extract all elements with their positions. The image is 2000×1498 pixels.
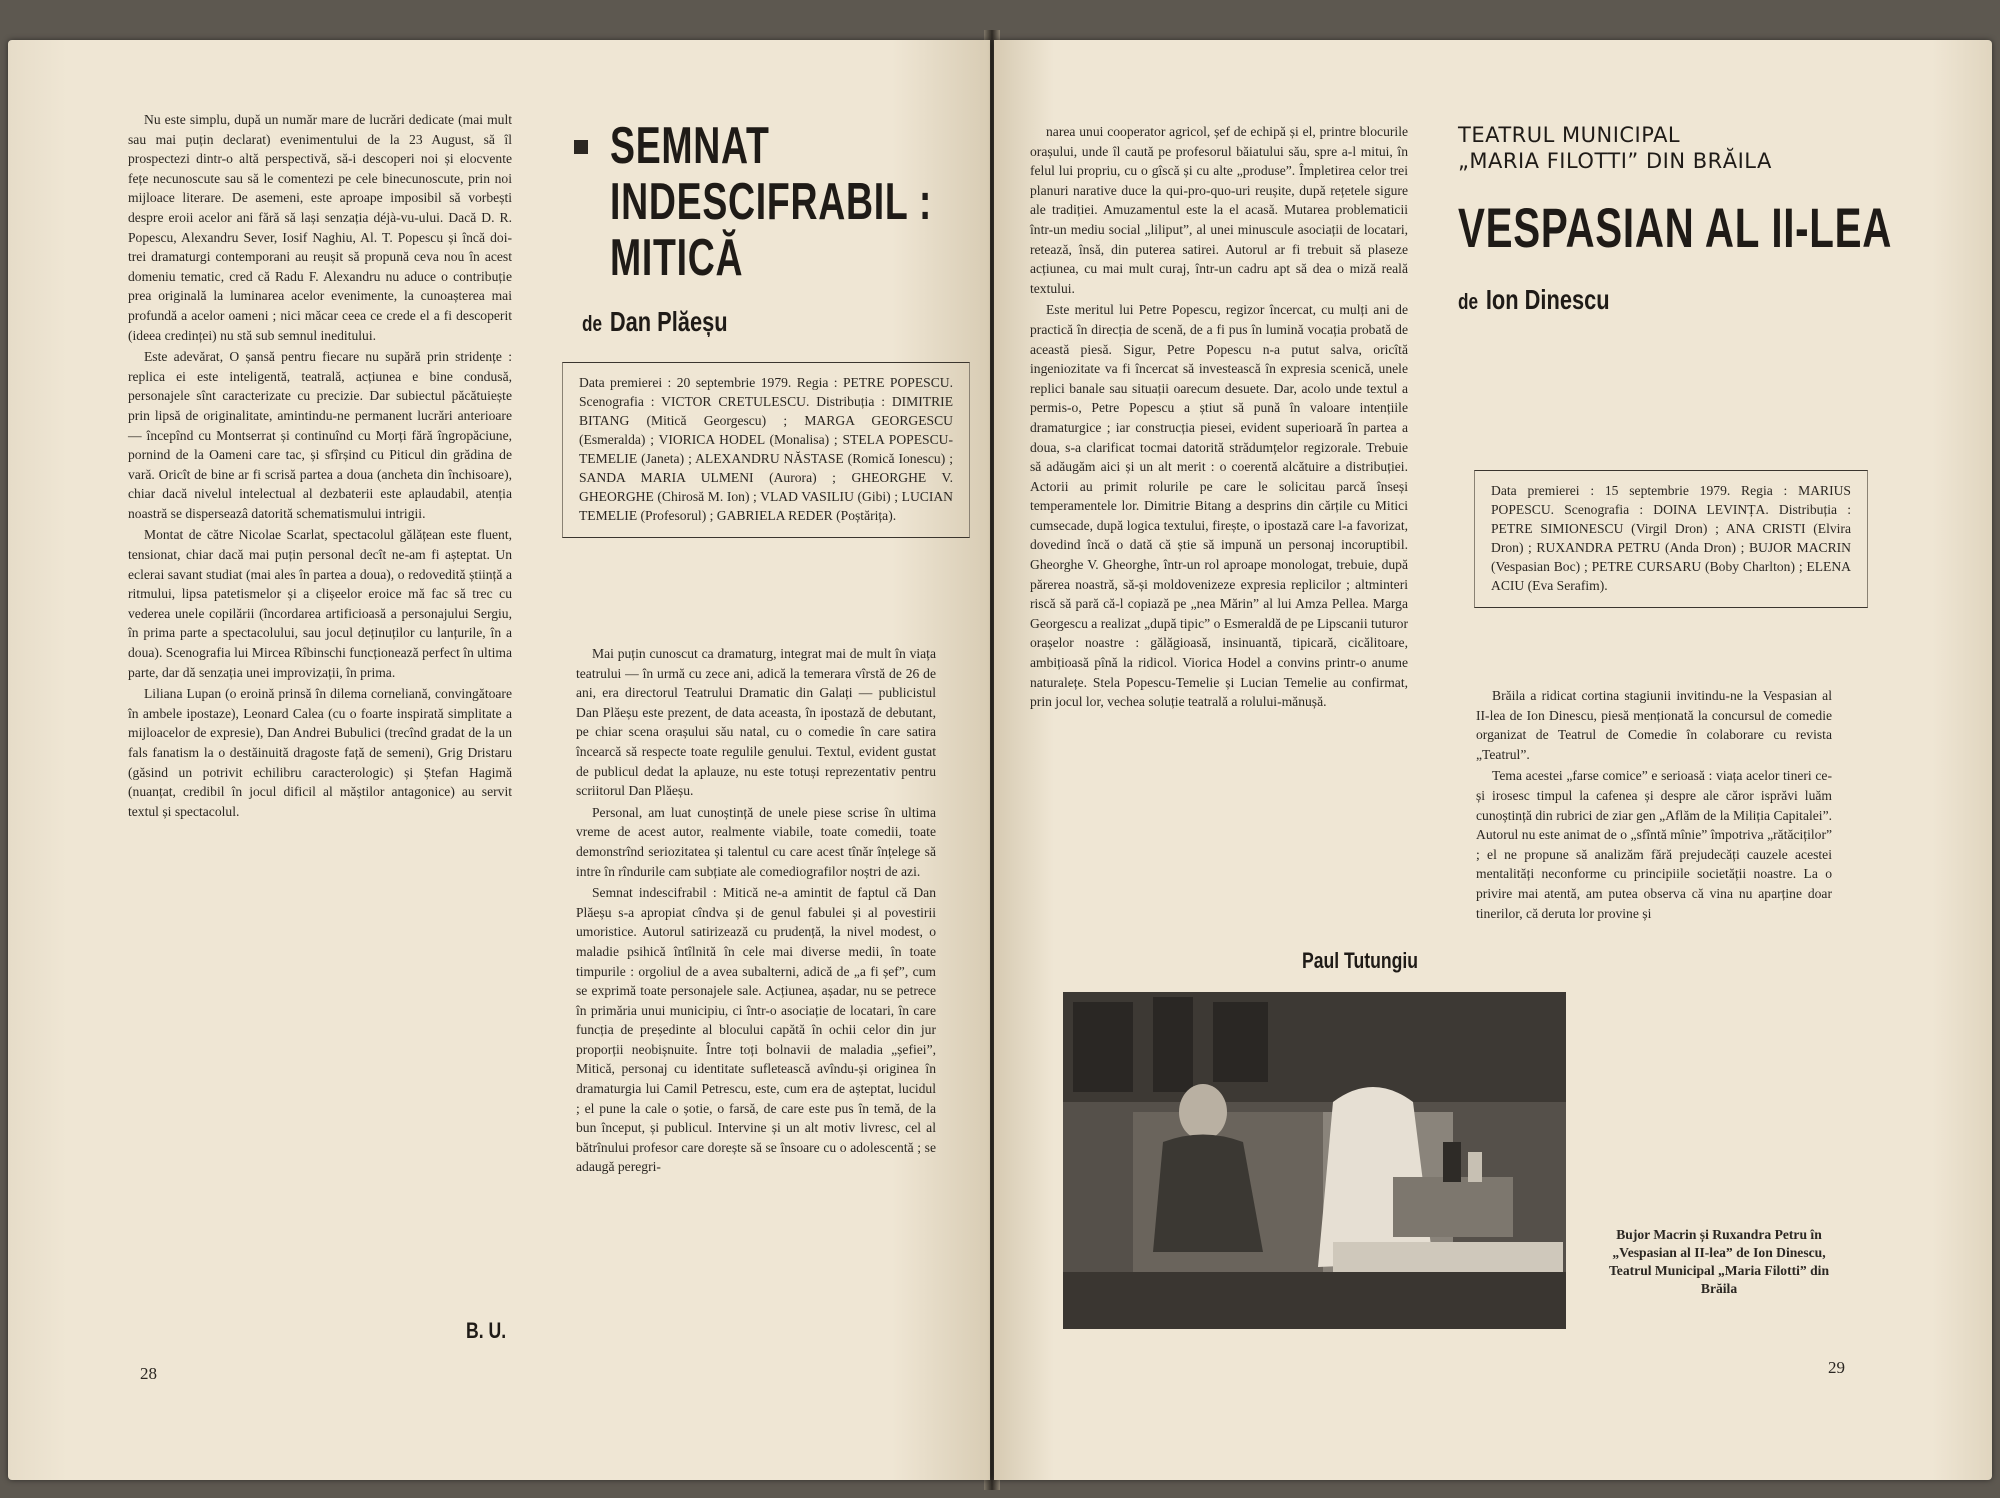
- theatre-heading-line: „MARIA FILOTTI” DIN BRĂILA: [1458, 149, 1772, 173]
- signature-initials: B. U.: [466, 1318, 507, 1343]
- paragraph: Liliana Lupan (o eroină prinsă în dilema corneliană, convingătoare în ambele ipostaze), Leonard Calea (cu o foarte inspirată simplitate a mijloacelor de expresie), Dan Andrei Bubulici (trecînd gradat de la un fals fanatism la o destăinuită dragoste față de semeni), Grig Dristaru (găsind un potrivit echilibru caracterologic) și Ștefan Hagimă (nuanțat, credibil în jocul dificil al măștilor antagonice) au servit textul și spectacolul.: [128, 686, 512, 819]
- page-number-left: 28: [140, 1364, 157, 1383]
- author-prefix: de: [582, 311, 603, 336]
- article-title: VESPASIAN AL II-LEA: [1458, 196, 1893, 259]
- page-number-right: 29: [1828, 1358, 1845, 1377]
- paragraph: Montat de către Nicolae Scarlat, spectacolul gălățean este fluent, tensionat, chiar dacă mai puțin personal decît ne-am fi așteptat. Un eclerai savant studiat (mai ales în partea a doua), o redovedită știință a ritmului, lipsa patetismelor și a clișeelor eroice mă fac să trec cu vederea unele copilării (încordarea artificioasă a personajului Sergiu, în prima parte a spectacolului, sau jocul deținuților cu lanțurile, în a doua). Scenografia lui Mircea Rîbinschi funcționează perfect în ultima parte, dar dă senzația unei improvizații, în prima.: [128, 527, 512, 680]
- paragraph: Personal, am luat cunoștință de unele piese scrise în ultima vreme de acest autor, realmente viabile, toate comedii, toate demonstrînd seriozitatea și talentul cu care acest tînăr înțelege să intre în rîndurile cam subțiate ale comediografilor noștri de azi.: [576, 804, 936, 879]
- article-author: [582, 306, 728, 338]
- paragraph: Semnat indescifrabil : Mitică ne-a amintit de faptul că Dan Plăeșu s-a apropiat cîndva și de genul fabulei și al povestirii umoristice. Autorul satirizează cu prudență, la nivel modest, o maladie psihică întîlnită în cele mai diverse medii, în toate timpurile : orgoliul de a avea subalterni, adică de „a fi șef”, cum se exprimă toate personajele sale. Acțiunea, așadar, nu se petrece în primăria unui municipiu, ci într-o asociație de locatari, în care funcția de președinte al blocului capătă în ochii celor din jur proporții neobișnuite. Între toți bolnavii de maladia „șefiei”, Mitică, personaj cu identitate sufletească avîndu-și originea în dramaturgia lui Camil Petrescu, este, cum era de așteptat, lucidul ; el pune la cale o șotie, o farsă, de care este pus în temă, de la bun început, și publicul. Intervine și un alt motiv livresc, cel al bătrînului profesor care dorește să se însoare cu o adolescentă ; se adaugă peregri-: [576, 885, 936, 1175]
- author-prefix: de: [1458, 289, 1479, 314]
- paragraph: Brăila a ridicat cortina stagiunii invitindu-ne la Vespasian al II-lea de Ion Dinescu, piesă menționată la concursul de comedie organizat de Teatrul de Comedie în colaborare cu revista „Teatrul”.: [1476, 688, 1832, 762]
- credits-text: Data premierei : 20 septembrie 1979. Regia : PETRE POPESCU. Scenografia : VICTOR CRETULESCU. Distribuția : DIMITRIE BITANG (Mitică Georgescu) ; MARGA GEORGESCU (Esmeralda) ; VIORICA HODEL (Monalisa) ; STELA POPESCU-TEMELIE (Janeta) ; ALEXANDRU NĂSTASE (Romică Ionescu) ; SANDA MARIA ULMENI (Aurora) ; GHEORGHE V. GHEORGHE (Chirosă M. Ion) ; VLAD VASILIU (Gibi) ; LUCIAN TEMELIE (Profesorul) ; GABRIELA REDER (Poștărița).: [579, 375, 953, 523]
- article-author: [1458, 284, 1610, 316]
- right-article-column-2: [1476, 686, 1832, 923]
- paragraph: Mai puțin cunoscut ca dramaturg, integrat mai de mult în viața teatrului — în urmă cu zece ani, adică la temerara vîrstă de 26 de ani, era directorul Teatrului Dramatic din Galați — publicistul Dan Plăeșu este prezent, de data aceasta, în ipostază de debutant, pe chiar scena orașului său natal, cu o comedie în care satira încearcă să respecte toate regulile genului. Textul, evident gustat de publicul dedat la aplauze, nu este totuși reprezentativ pentru scriitorul Dan Plăeșu.: [576, 646, 936, 799]
- production-photo: [1063, 992, 1566, 1329]
- article-title-line: INDESCIFRABIL :: [610, 173, 933, 231]
- article-title-line: MITICĂ: [610, 229, 744, 287]
- bullet-square-icon: [574, 140, 588, 154]
- theatre-heading-line: TEATRUL MUNICIPAL: [1458, 123, 1681, 147]
- production-photo-image: [1063, 992, 1566, 1329]
- right-article-column-1: [1030, 122, 1408, 712]
- author-name: Dan Plăeșu: [609, 306, 728, 337]
- paragraph: Nu este simplu, după un număr mare de lucrări dedicate (mai mult sau mai puțin declarat) evenimentului de la 23 August, să îl prospectezi dintr-o altă perspectivă, să-i descoperi noi și elocvente fețe necunoscute sau să le comentezi pe cele binecunoscute, prin noi mijloace literare. De asemeni, este aproape imposibil să vorbești despre eroii acelor ani fără să lași senzația déjà-vu-ului. Dacă D. R. Popescu, Alexandru Sever, Iosif Naghiu, Al. T. Popescu și încă doi-trei dramaturgi contemporani au reușit să propună ceva nou în acest domeniu tematic, cred că Radu F. Alexandru nu aduce o contribuție prea originală la luminarea acelor evenimente, la cunoașterea mai profundă a acelor oameni ; nici măcar ceea ce crede el a fi descoperit (ideea credinței) nu stă sub semnul ineditului.: [128, 112, 512, 343]
- photo-caption: Bujor Macrin și Ruxandra Petru în „Vespasian al II-lea” de Ion Dinescu, Teatrul Municipal „Maria Filotti” din Brăila: [1608, 1227, 1830, 1296]
- article-signature: Paul Tutungiu: [1302, 948, 1419, 973]
- author-name: Ion Dinescu: [1485, 284, 1610, 315]
- paragraph: Este meritul lui Petre Popescu, regizor încercat, cu mulți ani de practică în direcția de scenă, de a fi pus în lumină vocația probată de această piesă. Sigur, Petre Popescu n-a putut salva, oricîtă ingeniozitate va fi încercat să investească în expresia scenică, unele replici banale sau situații oarecum desuete. Dar, acolo unde textul a permis-o, Petre Popescu a știut să pună în valoare intențiile dramaturgice ; iar construcția piesei, evident superioară în partea a doua, s-a clarificat tocmai datorită strădumțelor regizorale. Trebuie să adăugăm aici și un alt merit : o coerentă alcătuire a distribuției. Actorii au primit rolurile pe care le solicitau parcă înseși temperamentele lor. Dimitrie Bitang a desprins din cărțile cu Mitici cumsecade, după logica textului, firește, o ipostază care l-a favorizat, dovedind încă o dată că știe să impună un personaj incoruptibil. Gheorghe V. Gheorghe, într-un rol aproape monologat, trebuie, după părerea noastră, să-și moldovenizeze expresia replicilor ; altminteri riscă să pară că-l copiază pe „nea Mărin” al lui Amza Pellea. Marga Georgescu a realizat „după tipic” o Esmeraldă de pe Lipscanii tuturor orașelor noastre : gălăgioasă, insinuantă, tipicară, cicălitoare, ambițioasă pînă la ridicol. Viorica Hodel a convins printr-o anume naturalețe. Stela Popescu-Temelie și Lucian Temelie au confirmat, prin jocul lor, vechea soluție teatrală a rolului-mănușă.: [1030, 302, 1408, 710]
- left-article-column-2: [576, 644, 936, 1177]
- paragraph: narea unui cooperator agricol, șef de echipă și el, printre blocurile orașului, unde îl caută pe profesorul băiatului său, spre a-l mitui, în felul lui propriu, cu o gîscă și cu alte „produse”. Împletirea celor trei planuri narative duce la qui-pro-quo-uri reușite, după rețetele sigure ale tradiției. Amuzamentul este la el acasă. Mutarea problematicii într-un mediu social „liliput”, al unei minuscule asociații de locatari, retează, însă, din puterea satirei. Autorul ar fi trebuit să plaseze acțiunea, cu mai mult curaj, într-un cadru apt să dea o miză reală textului.: [1030, 124, 1408, 296]
- article-title-line: SEMNAT: [610, 117, 770, 175]
- paragraph: Tema acestei „farse comice” e serioasă : viața acelor tineri ce-și irosesc timpul la cafenea și despre ale căror isprăvi luăm cunoștință din rubrici de ziar gen „Aflăm de la Miliția Capitalei”. Autorul nu este animat de o „sfîntă mînie” împotriva „rătăciților” ; el ne propune să analizăm fără prejudecăți cauzele acestei mentalități neconforme cu principiile societății noastre. La o privire mai atentă, am putea observa că vina nu aparține doar tinerilor, că deruta lor provine și: [1476, 768, 1832, 921]
- production-credits-box: [562, 362, 970, 538]
- paragraph: Este adevărat, O șansă pentru fiecare nu supără prin stridențe : replica ei este inteligentă, teatrală, acțiunea e bine condusă, personajele sînt caracterizate cu precizie. Dar subiectul păcătuiește prin lipsă de originalitate, amintindu-ne permanent lucrări anterioare — începînd cu Montserrat și continuînd cu Morți fără îngropăciune, pornind de la Oameni care tac, și sfîrșind cu Piticul din grădina de vară. Oricît de bine ar fi scrisă partea a doua (ancheta din închisoare), chiar dacă nivelul intelectual al dezbaterii este aplaudabil, atenția noastră se disperseazâ datorită schematismului intrigii.: [128, 349, 512, 521]
- left-article-column-1: [128, 110, 512, 821]
- production-credits-box: [1474, 470, 1868, 608]
- credits-text: Data premierei : 15 septembrie 1979. Regia : MARIUS POPESCU. Scenografia : DOINA LEVINȚA. Distribuția : PETRE SIMIONESCU (Virgil Dron) ; ANA CRISTI (Elvira Dron) ; RUXANDRA PETRU (Anda Dron) ; BUJOR MACRIN (Vespasian Boc) ; PETRE CURSARU (Boby Charlton) ; ELENA ACIU (Eva Serafim).: [1491, 483, 1851, 593]
- theatre-heading: [1458, 122, 1772, 174]
